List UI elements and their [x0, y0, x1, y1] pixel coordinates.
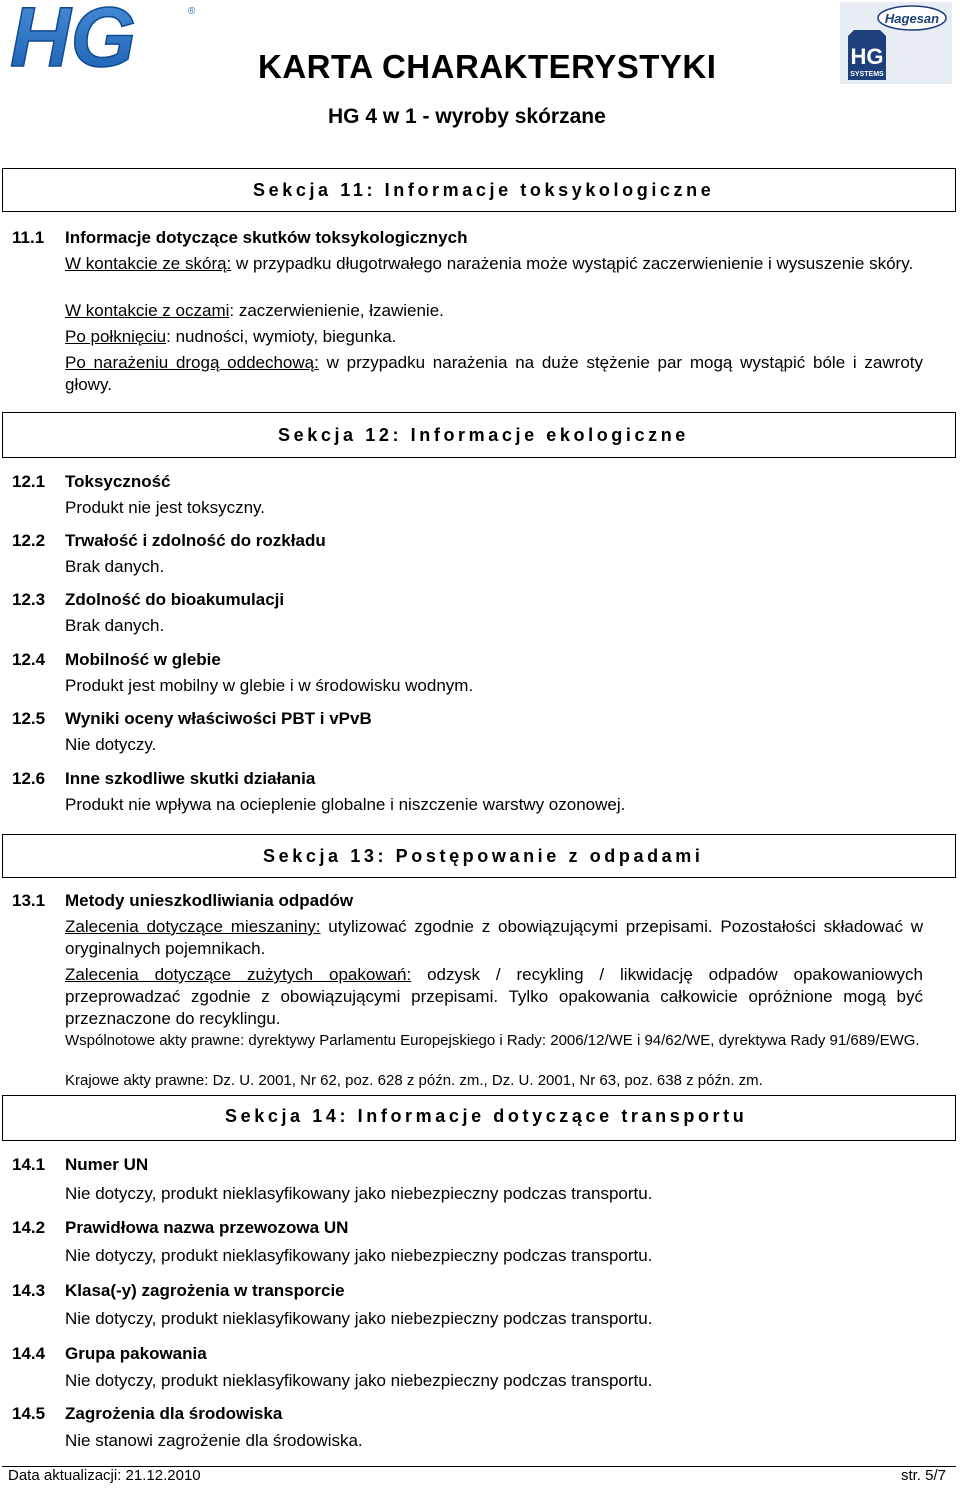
item-heading: Metody unieszkodliwiania odpadów: [65, 891, 354, 910]
item-number: 14.1: [12, 1155, 46, 1174]
skin-contact-paragraph: [65, 253, 923, 275]
section-13-title: Sekcja 13: Postępowanie z odpadami: [263, 846, 704, 866]
item-number: 12.4: [12, 650, 46, 669]
item-heading: Zagrożenia dla środowiska: [65, 1404, 283, 1423]
item-number: 12.3: [12, 590, 46, 609]
item-text: Produkt nie jest toksyczny.: [65, 498, 265, 517]
section-14-title: Sekcja 14: Informacje dotyczące transportu: [225, 1106, 748, 1126]
item-number: 14.3: [12, 1281, 46, 1300]
eye-contact-paragraph: [65, 300, 923, 322]
inhalation-text: w przypadku narażenia na duże stężenie par mogą wystąpić bóle i zawroty głowy.: [65, 353, 923, 394]
item-heading: Wyniki oceny właściwości PBT i vPvB: [65, 709, 372, 728]
item-number: 12.6: [12, 769, 46, 788]
document-subtitle: HG 4 w 1 - wyroby skórzane: [328, 105, 606, 128]
ingestion-text: : nudności, wymioty, biegunka.: [166, 327, 397, 346]
item-text: Nie dotyczy, produkt nieklasyfikowany jako niebezpieczny podczas transportu.: [65, 1371, 653, 1390]
section-11-title: Sekcja 11: Informacje toksykologiczne: [253, 180, 715, 200]
item-heading: Grupa pakowania: [65, 1344, 207, 1363]
item-number: 14.5: [12, 1404, 46, 1423]
hg-logo-text: HG: [10, 0, 136, 74]
inhalation-paragraph: [65, 352, 923, 396]
mixture-recommendations-paragraph: [65, 916, 923, 960]
mixture-recommendations-label: Zalecenia dotyczące mieszaniny:: [65, 917, 321, 936]
item-number: 14.4: [12, 1344, 46, 1363]
item-number: 12.2: [12, 531, 46, 550]
item-text: Nie stanowi zagrożenie dla środowiska.: [65, 1431, 363, 1450]
hg-logo: [4, 0, 200, 74]
eye-contact-text: : zaczerwienienie, łzawienie.: [229, 301, 444, 320]
packaging-recommendations-label: Zalecenia dotyczące zużytych opakowań:: [65, 965, 412, 984]
packaging-recommendations-paragraph: [65, 964, 923, 1030]
item-number: 13.1: [12, 891, 46, 910]
item-number: 12.5: [12, 709, 46, 728]
inhalation-label: Po narażeniu drogą oddechową:: [65, 353, 319, 372]
hagesan-brand-text: Hagesan: [884, 11, 940, 26]
packaging-recommendations-text: odzysk / recykling / likwidację odpadów opakowaniowych przeprowadzać zgodnie z obowiązującymi przepisami. Tylko opakowania całkowicie opróżnione mogą być przeznaczone do recyklingu.: [65, 965, 923, 1028]
skin-contact-text: w przypadku długotrwałego narażenia może wystąpić zaczerwienienie i wysuszenie skóry.: [231, 254, 914, 273]
item-text: Nie dotyczy, produkt nieklasyfikowany jako niebezpieczny podczas transportu.: [65, 1184, 653, 1203]
item-heading: Zdolność do bioakumulacji: [65, 590, 285, 609]
document-title: KARTA CHARAKTERYSTYKI: [258, 48, 717, 85]
item-heading: Klasa(-y) zagrożenia w transporcie: [65, 1281, 345, 1300]
item-text: Nie dotyczy.: [65, 735, 157, 754]
item-text: Brak danych.: [65, 616, 165, 635]
eye-contact-label: W kontakcie z oczami: [65, 301, 230, 320]
ingestion-paragraph: [65, 326, 923, 348]
item-text: Produkt jest mobilny w glebie i w środowisku wodnym.: [65, 676, 474, 695]
item-heading: Mobilność w glebie: [65, 650, 221, 669]
item-heading: Informacje dotyczące skutków toksykologicznych: [65, 228, 468, 247]
page-number: str. 5/7: [900, 1467, 946, 1484]
eu-legislation-paragraph: Wspólnotowe akty prawne: dyrektywy Parlamentu Europejskiego i Rady: 2006/12/WE i 94/62/WE, dyrektywa Rady 91/689/EWG.: [65, 1032, 920, 1049]
ingestion-label: Po połknięciu: [65, 327, 167, 346]
item-heading: Toksyczność: [65, 472, 171, 491]
item-heading: Prawidłowa nazwa przewozowa UN: [65, 1218, 349, 1237]
item-heading: Inne szkodliwe skutki działania: [65, 769, 316, 788]
item-heading: Numer UN: [65, 1155, 149, 1174]
item-text: Brak danych.: [65, 557, 165, 576]
hagesan-logo: [840, 2, 952, 84]
mixture-recommendations-text: utylizować zgodnie z obowiązującymi przepisami. Pozostałości składować w oryginalnych pojemnikach.: [65, 917, 923, 958]
hagesan-systems-text: SYSTEMS: [850, 71, 884, 78]
hagesan-hg-text: HG: [850, 44, 884, 69]
item-text: Produkt nie wpływa na ocieplenie globalne i niszczenie warstwy ozonowej.: [65, 795, 626, 814]
section-12-title: Sekcja 12: Informacje ekologiczne: [278, 425, 689, 445]
skin-contact-label: W kontakcie ze skórą:: [65, 254, 232, 273]
item-number: 12.1: [12, 472, 46, 491]
item-number: 11.1: [12, 228, 45, 247]
item-number: 14.2: [12, 1218, 46, 1237]
item-heading: Trwałość i zdolność do rozkładu: [65, 531, 326, 550]
svg-text:®: ®: [188, 6, 196, 17]
item-text: Nie dotyczy, produkt nieklasyfikowany jako niebezpieczny podczas transportu.: [65, 1246, 653, 1265]
item-text: Nie dotyczy, produkt nieklasyfikowany jako niebezpieczny podczas transportu.: [65, 1309, 653, 1328]
national-legislation-paragraph: Krajowe akty prawne: Dz. U. 2001, Nr 62, poz. 628 z późn. zm., Dz. U. 2001, Nr 63, poz. 638 z późn. zm.: [65, 1072, 763, 1089]
update-date: Data aktualizacji: 21.12.2010: [8, 1467, 201, 1484]
